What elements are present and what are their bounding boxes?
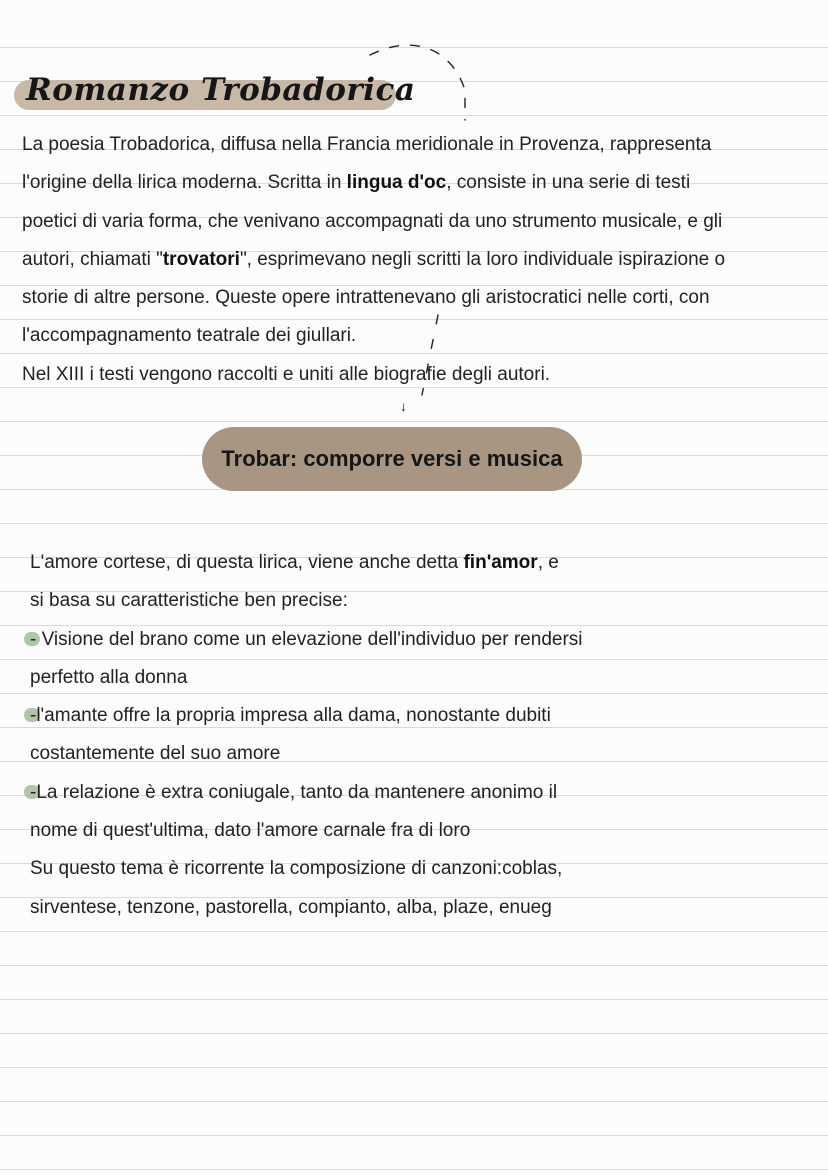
intro-line: storie di altre persone. Queste opere intrattenevano gli aristocratici nelle corti, con bbox=[22, 287, 710, 309]
bullet-item: -l'amante offre la propria impresa alla dama, nonostante dubiti bbox=[30, 697, 750, 735]
courtly-love-section bbox=[30, 544, 750, 927]
love-line: Su questo tema è ricorrente la composizione di canzoni:coblas, bbox=[30, 858, 563, 880]
love-line: si basa su caratteristiche ben precise: bbox=[30, 590, 348, 612]
love-line: perfetto alla donna bbox=[30, 666, 188, 688]
finamor-term: fin'amor bbox=[463, 552, 538, 573]
love-line: sirventese, tenzone, pastorella, compianto, alba, plaze, enueg bbox=[30, 896, 552, 918]
bullet-item: -La relazione è extra coniugale, tanto da mantenere anonimo il bbox=[30, 774, 750, 812]
love-line: costantemente del suo amore bbox=[30, 743, 281, 765]
page-title: Romanzo Trobadorica bbox=[26, 72, 416, 108]
trovatori-term: trovatori bbox=[162, 248, 240, 270]
intro-line: autori, chiamati "trovatori", esprimevano negli scritti la loro individuale ispirazione o bbox=[22, 248, 726, 270]
intro-line: Nel XIII i testi vengono raccolti e uniti alle biografie degli autori. bbox=[22, 363, 551, 385]
bullet-item: - Visione del brano come un elevazione dell'individuo per rendersi bbox=[30, 621, 750, 659]
intro-line: poetici di varia forma, che venivano accompagnati da uno strumento musicale, e gli bbox=[22, 210, 723, 232]
intro-line: l'accompagnamento teatrale dei giullari. bbox=[22, 325, 357, 347]
love-line: nome di quest'ultima, dato l'amore carnale fra di loro bbox=[30, 820, 471, 842]
intro-line: l'origine della lirica moderna. Scritta in lingua d'oc, consiste in una serie di testi bbox=[22, 172, 691, 194]
intro-line: La poesia Trobadorica, diffusa nella Francia meridionale in Provenza, rappresenta bbox=[22, 134, 712, 155]
callout-pill bbox=[202, 427, 582, 491]
lingua-doc-term: lingua d'oc bbox=[346, 172, 447, 194]
intro-paragraph bbox=[22, 126, 812, 394]
love-line: L'amore cortese, di questa lirica, viene anche detta fin'amor, e bbox=[30, 552, 559, 573]
callout-text: Trobar: comporre versi e musica bbox=[221, 446, 563, 471]
down-arrow-icon: ↓ bbox=[400, 398, 407, 414]
